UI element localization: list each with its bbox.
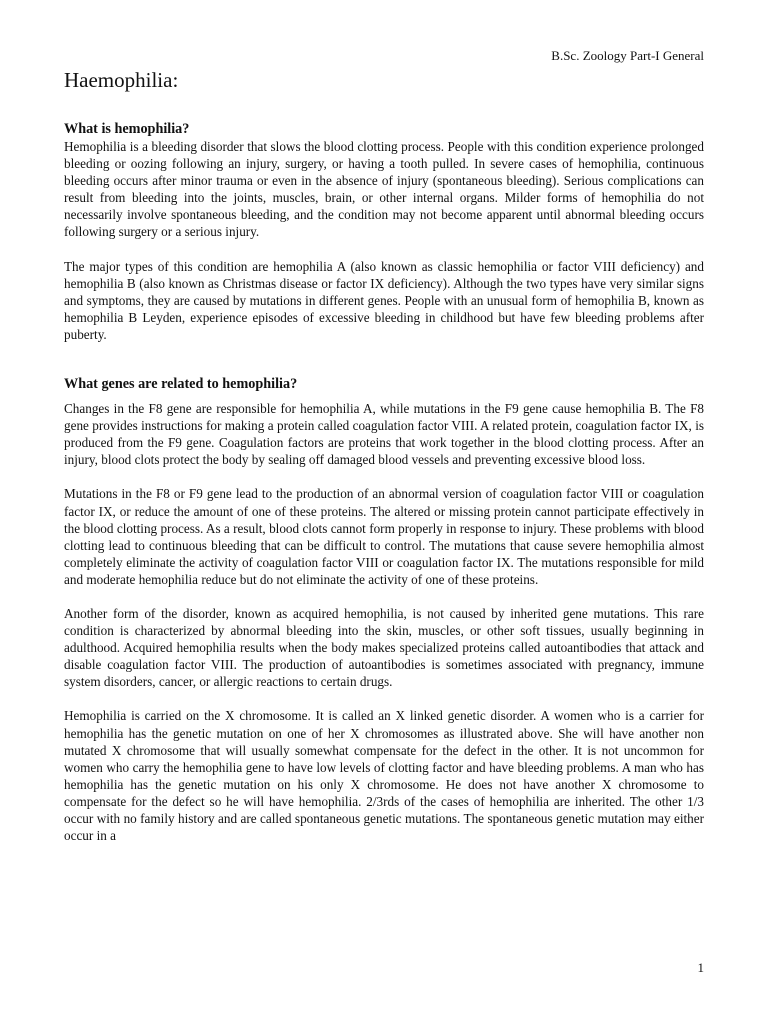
paragraph: Mutations in the F8 or F9 gene lead to the production of an abnormal version of coagulation factor VIII or coagulation factor IX, or reduce the amount of one of these proteins. The altered or missing protein cannot participate effectively in the blood clotting process. As a result, blood clots cannot form properly in response to injury. These problems with blood clotting lead to continuous bleeding that can be difficult to control. The mutations that cause severe hemophilia almost completely eliminate the activity of coagulation factor VIII or coagulation factor IX. The mutations responsible for mild and moderate hemophilia reduce but do not eliminate the activity of one of these proteins. [64,486,704,587]
page-number: 1 [697,960,704,975]
paragraph: Changes in the F8 gene are responsible for hemophilia A, while mutations in the F9 gene cause hemophilia B. The F8 gene provides instructions for making a protein called coagulation factor VIII. A related protein, coagulation factor IX, is produced from the F9 gene. Coagulation factors are proteins that work together in the blood clotting process. After an injury, blood clots protect the body by sealing off damaged blood vessels and preventing excessive blood loss. [64,401,704,468]
section-heading: What genes are related to hemophilia? [64,376,298,393]
running-header: B.Sc. Zoology Part-I General [551,48,704,63]
document-body [64,120,704,844]
document-title: Haemophilia: [64,68,179,92]
paragraph: Another form of the disorder, known as acquired hemophilia, is not caused by inherited gene mutations. This rare condition is characterized by abnormal bleeding into the skin, muscles, or other soft tissues, usually beginning in adulthood. Acquired hemophilia results when the body makes specialized proteins called autoantibodies that attack and disable coagulation factor VIII. The production of autoantibodies is sometimes associated with pregnancy, immune system disorders, cancer, or allergic reactions to certain drugs. [64,605,704,690]
section-heading: What is hemophilia? [64,121,190,137]
paragraph: Hemophilia is carried on the X chromosome. It is called an X linked genetic disorder. A women who is a carrier for hemophilia has the genetic mutation on one of her X chromosomes as illustrated above. She will have another non mutated X chromosome that will usually somewhat compensate for the defect in the other. It is not uncommon for women who carry the hemophilia gene to have low levels of clotting factor and have bleeding problems. A man who has hemophilia has the genetic mutation on his only X chromosome. He does not have another X chromosome to compensate for the defect so he will have hemophilia. 2/3rds of the cases of hemophilia are inherited. The other 1/3 occur with no family history and are called spontaneous genetic mutations. The spontaneous genetic mutation may either occur in a [64,708,704,844]
section-what-is-hemophilia [64,120,704,343]
section-genes-related [64,375,704,844]
paragraph: Hemophilia is a bleeding disorder that slows the blood clotting process. People with this condition experience prolonged bleeding or oozing following an injury, surgery, or having a tooth pulled. In severe cases of hemophilia, continuous bleeding occurs after minor trauma or even in the absence of injury (spontaneous bleeding). Serious complications can result from bleeding into the joints, muscles, brain, or other internal organs. Milder forms of hemophilia do not necessarily involve spontaneous bleeding, and the condition may not become apparent until abnormal bleeding occurs following surgery or a serious injury. [64,139,704,240]
paragraph: The major types of this condition are hemophilia A (also known as classic hemophilia or factor VIII deficiency) and hemophilia B (also known as Christmas disease or factor IX deficiency). Although the two types have very similar signs and symptoms, they are caused by mutations in different genes. People with an unusual form of hemophilia B, known as hemophilia B Leyden, experience episodes of excessive bleeding in childhood but have few bleeding problems after puberty. [64,258,704,342]
